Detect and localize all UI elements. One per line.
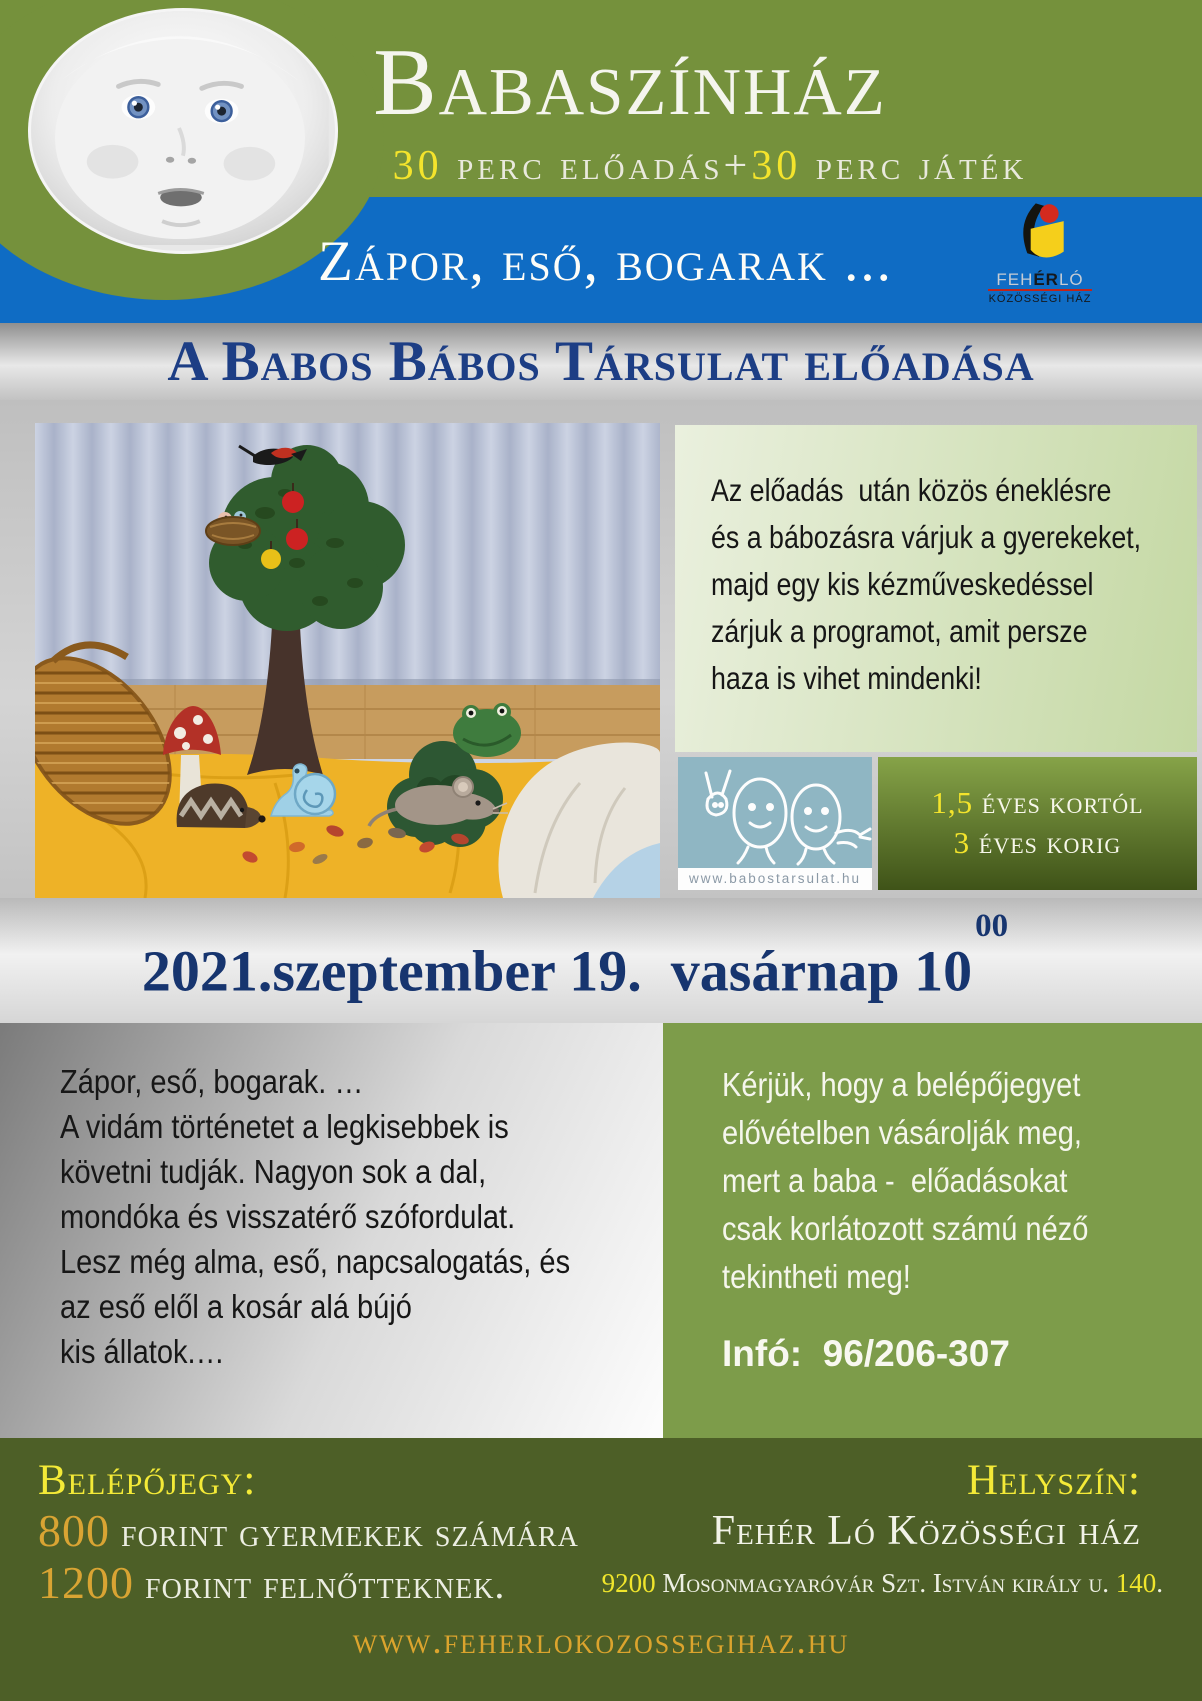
price-children-text: forint gyermekek számára [110, 1510, 579, 1555]
poster-title: Babaszínház [373, 29, 887, 135]
notice-line: Kérjük, hogy a belépőjegyet [722, 1066, 1081, 1103]
troupe-logo-url: www.babostarsulat.hu [678, 868, 872, 890]
phone-info [722, 1333, 1010, 1375]
address-zip: 9200 [601, 1568, 656, 1598]
price-adults-amount: 1200 [38, 1557, 134, 1608]
description-line: mondóka és visszatérő szófordulat. [60, 1198, 516, 1235]
org-name-part1: FEH [996, 270, 1034, 289]
event-date [0, 898, 1202, 1033]
poster-subtitle [352, 140, 1068, 192]
org-logo-tagline: KÖZÖSSÉGI HÁZ [988, 293, 1092, 305]
venue-address [563, 1566, 1163, 1600]
price-children-amount: 800 [38, 1505, 110, 1556]
subtitle-minutes-2: 30 [751, 143, 802, 189]
notice-line: elővételben vásárolják meg, [722, 1114, 1082, 1151]
main-section [0, 400, 1202, 898]
description-line: az eső elől a kosár alá bújó [60, 1288, 412, 1325]
info-line: majd egy kis kézműveskedéssel [711, 566, 1094, 602]
subtitle-text-2: perc játék [801, 143, 1028, 189]
troupe-title: A Babos Bábos Társulat előadása [167, 330, 1035, 393]
stage-scene [35, 423, 660, 898]
notice-line: tekintheti meg! [722, 1258, 911, 1295]
age-from-text: éves kortól [973, 785, 1144, 820]
description-block [0, 1023, 663, 1438]
venue-name: Fehér Ló Közösségi ház [711, 1508, 1141, 1554]
stage-photo [35, 423, 660, 898]
info-line: Az előadás után közös éneklésre [711, 472, 1112, 508]
address-number: 140 [1115, 1568, 1157, 1598]
event-time-superscript: 00 [975, 908, 1009, 944]
age-to-line [878, 823, 1197, 863]
org-logo-rule [988, 289, 1092, 291]
description-line: Lesz még alma, eső, napcsalogatás, és [60, 1243, 571, 1280]
info-line: és a bábozásra várjuk a gyerekeket, [711, 519, 1142, 555]
notice-line: mert a baba - előadásokat [722, 1162, 1068, 1199]
ticket-info [38, 1456, 638, 1610]
venue-label: Helyszín: [967, 1457, 1141, 1504]
footer [0, 1438, 1202, 1701]
org-name-part2: ÉR [1033, 270, 1059, 289]
notice-block [663, 1023, 1202, 1438]
date-band [0, 898, 1202, 1023]
price-adults-text: forint felnőtteknek. [134, 1562, 506, 1607]
show-title: Zápor, eső, bogarak ... [318, 230, 893, 293]
age-to-number: 3 [953, 825, 971, 860]
event-date-text: 2021.szeptember 19. vasárnap 10 [141, 938, 973, 1004]
ticket-label: Belépőjegy: [38, 1457, 257, 1504]
babostarsulat-logo-drawing [678, 757, 872, 868]
notice-line: csak korlátozott számú néző [722, 1210, 1089, 1247]
baby-photo [28, 8, 338, 254]
website-url: www.feherlokozossegihaz.hu [352, 1621, 850, 1662]
description-line: követni tudják. Nagyon sok a dal, [60, 1153, 487, 1190]
address-mid: Mosonmagyaróvár Szt. István király u. [655, 1568, 1116, 1598]
age-from-line [878, 783, 1197, 823]
info-line: zárjuk a programot, amit persze [711, 613, 1088, 649]
phone-number: 96/206-307 [812, 1333, 1010, 1374]
description-line: Zápor, eső, bogarak. … [60, 1063, 364, 1100]
venue-info [563, 1456, 1163, 1600]
feherlo-logo-icon [1009, 200, 1071, 266]
troupe-logo-box [678, 757, 872, 890]
price-children [38, 1506, 638, 1558]
price-adults [38, 1558, 638, 1610]
baby-face-illustration [31, 11, 329, 245]
org-logo-name [972, 271, 1108, 288]
address-end: . [1156, 1568, 1163, 1598]
age-from-number: 1,5 [931, 785, 974, 820]
subtitle-minutes-1: 30 [392, 143, 443, 189]
description-line: A vidám történetet a legkisebbek is [60, 1108, 509, 1145]
description-line: kis állatok.… [60, 1333, 225, 1370]
subtitle-text-1: perc előadás+ [442, 143, 752, 189]
frog [453, 703, 521, 757]
org-name-part3: LÓ [1058, 270, 1084, 289]
phone-label: Infó: [722, 1333, 813, 1374]
org-logo [972, 200, 1108, 318]
info-line: haza is vihet mindenki! [711, 660, 982, 696]
program-info-box [675, 425, 1197, 752]
age-to-text: éves korig [970, 825, 1122, 860]
age-box [878, 757, 1197, 890]
troupe-band [0, 323, 1202, 400]
